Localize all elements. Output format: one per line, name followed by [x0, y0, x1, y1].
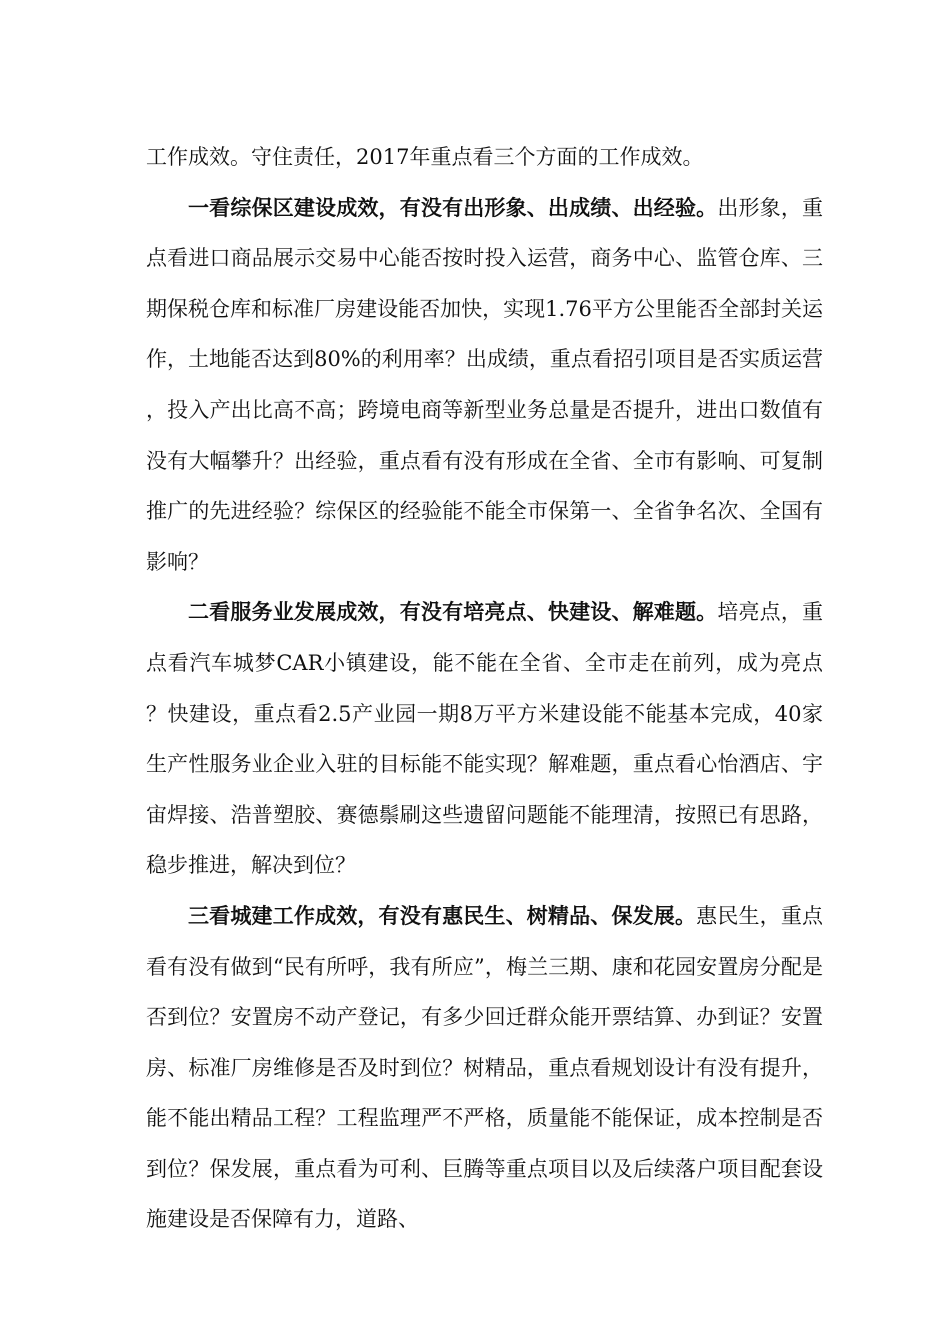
paragraph-urban-construction-heading: 三看城建工作成效，有没有惠民生、树精品、保发展。: [188, 902, 697, 928]
paragraph-service-industry-body: 培亮点，重点看汽车城梦CAR小镇建设，能不能在全省、全市走在前列，成为亮点？快建设，重点看2.5产业园一期8万平方米建设能不能基本完成，40家生产性服务业企业入驻的目标能不能实现？解难题，重点看心怡酒店、宇宙焊接、浩普塑胶、赛德鬃刷这些遗留问题能不能理清，按照已有思路，稳步推进，解决到位？: [146, 600, 824, 878]
paragraph-service-industry: [146, 587, 823, 891]
paragraph-free-trade-zone: [146, 183, 823, 588]
paragraph-free-trade-zone-heading: 一看综保区建设成效，有没有出形象、出成绩、出经验。: [188, 194, 718, 220]
paragraph-free-trade-zone-body: 出形象，重点看进口商品展示交易中心能否按时投入运营，商务中心、监管仓库、三期保税仓库和标准厂房建设能否加快，实现1.76平方公里能否全部封关运作，土地能否达到80%的利用率？出成绩，重点看招引项目是否实质运营，投入产出比高不高；跨境电商等新型业务总量是否提升，进出口数值有没有大幅攀升？出经验，重点看有没有形成在全省、全市有影响、可复制推广的先进经验？综保区的经验能不能全市保第一、全省争名次、全国有影响？: [146, 195, 824, 574]
paragraph-intro-text: 工作成效。守住责任，2017年重点看三个方面的工作成效。: [146, 145, 704, 169]
paragraph-service-industry-heading: 二看服务业发展成效，有没有培亮点、快建设、解难题。: [188, 599, 718, 625]
paragraph-urban-construction-body: 惠民生，重点看有没有做到“民有所呼，我有所应”，梅兰三期、康和花园安置房分配是否到位？安置房不动产登记，有多少回迁群众能开票结算、办到证？安置房、标准厂房维修是否及时到位？树精品，重点看规划设计有没有提升，能不能出精品工程？工程监理严不严格，质量能不能保证，成本控制是否到位？保发展，重点看为可利、巨腾等重点项目以及后续落户项目配套设施建设是否保障有力，道路、: [146, 903, 824, 1232]
document-page: [146, 132, 823, 1245]
paragraph-urban-construction: [146, 891, 823, 1245]
paragraph-intro: [146, 132, 823, 183]
